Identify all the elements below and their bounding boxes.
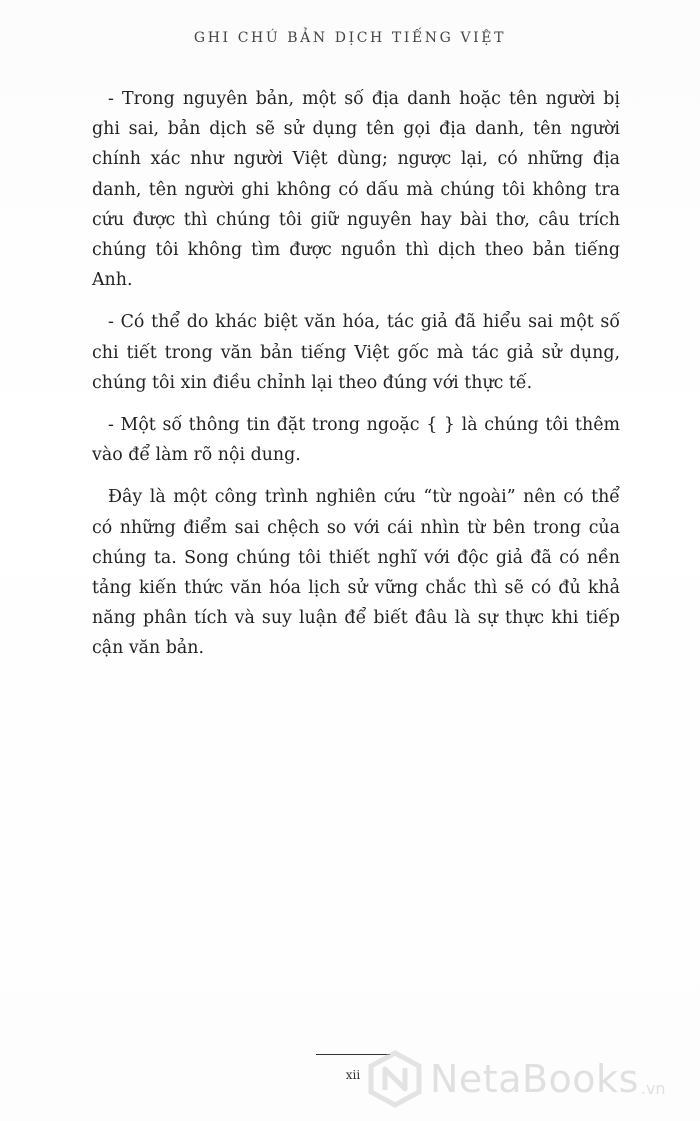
paragraph-place-names: - Trong nguyên bản, một số địa danh hoặc tên người bị ghi sai, bản dịch sẽ sử dụng tên gọi địa danh, tên người chính xác như người Việt dùng; ngược lại, có những địa danh, tên người ghi không có dấu mà chúng tôi không tra cứu được thì chúng tôi giữ nguyên hay bài thơ, câu trích chúng tôi không tìm được nguồn thì dịch theo bản tiếng Anh. [92,89,620,291]
paragraph-outside-view: Đây là một công trình nghiên cứu “từ ngoài” nên có thể có những điểm sai chệch so với cái nhìn từ bên trong của chúng ta. Song chúng tôi thiết nghĩ với độc giả đã có nền tảng kiến thức văn hóa lịch sử vững chắc thì sẽ có đủ khả năng phân tích và suy luận để biết đâu là sự thực khi tiếp cận văn bản. [92,487,620,659]
paragraph-cultural-differences: - Có thể do khác biệt văn hóa, tác giả đã hiểu sai một số chi tiết trong văn bản tiếng Việt gốc mà tác giả sử dụng, chúng tôi xin điều chỉnh lại theo đúng với thực tế. [92,312,620,393]
watermark-suffix: .vn [640,1079,666,1098]
netabooks-watermark [366,1046,696,1112]
watermark-brand: NetaBooks [430,1057,639,1101]
body-text [92,84,620,676]
running-header: GHI CHÚ BẢN DỊCH TIẾNG VIỆT [193,30,507,46]
netabooks-n-logo-icon [366,1050,424,1108]
page-number: xii [345,1068,361,1082]
paragraph-braces-note: - Một số thông tin đặt trong ngoặc { } là chúng tôi thêm vào để làm rõ nội dung. [92,415,620,466]
